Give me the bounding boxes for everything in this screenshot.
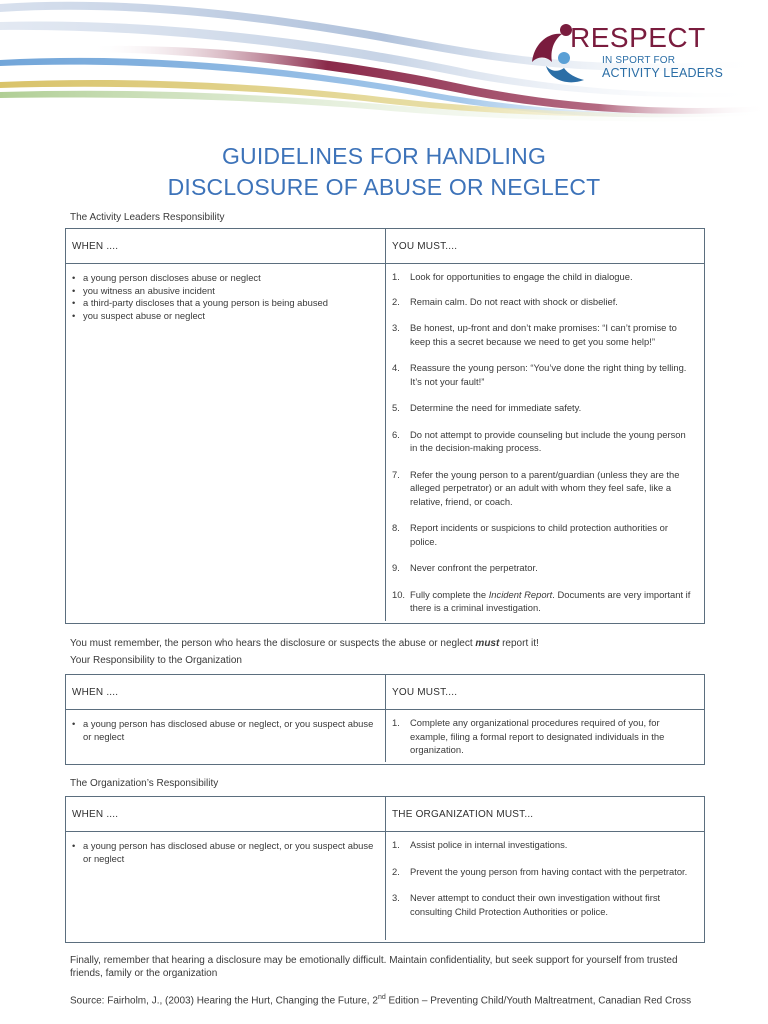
logo-title: RESPECT bbox=[570, 22, 706, 53]
section2-table bbox=[65, 674, 705, 765]
section2-when-header: WHEN .... bbox=[66, 675, 386, 709]
logo-subtitle-line2: ACTIVITY LEADERS bbox=[602, 66, 724, 80]
list-item: 4. Reassure the young person: “You’ve done the right thing by telling. It’s not your fault!” bbox=[392, 362, 687, 387]
list-item: 3. Never attempt to conduct their own investigation without first consulting Child Protection Authorities or police. bbox=[392, 892, 661, 917]
section3-body-row bbox=[66, 832, 704, 940]
section1-when-cell bbox=[66, 264, 386, 621]
section2-must-cell bbox=[386, 710, 704, 762]
section2-when-list bbox=[66, 710, 385, 743]
page-title-line1: GUIDELINES FOR HANDLING bbox=[221, 143, 547, 169]
remember-note: You must remember, the person who hears the disclosure or suspects the abuse or neglect must report it! bbox=[70, 638, 539, 649]
section3-header-row bbox=[66, 797, 704, 832]
list-item: 7. Refer the young person to a parent/guardian (unless they are the alleged perpetrator) or an adult with whom they feel safe, like a relative, friend, or coach. bbox=[392, 468, 680, 507]
header-banner bbox=[0, 0, 768, 130]
incident-report-emphasis: Incident Report bbox=[488, 588, 553, 600]
section2-label: Your Responsibility to the Organization bbox=[70, 655, 242, 666]
section1-table bbox=[65, 228, 705, 624]
source-citation: Source: Fairholm, J., (2003) Hearing the Hurt, Changing the Future, 2nd Edition – Preventing Child/Youth Maltreatment, Canadian Red Cross bbox=[70, 994, 692, 1007]
list-item: 1. Look for opportunities to engage the child in dialogue. bbox=[392, 271, 633, 282]
section3-must-cell bbox=[386, 832, 704, 940]
section2-must-list bbox=[386, 710, 704, 757]
section1-when-header: WHEN .... bbox=[66, 229, 386, 263]
list-item: 3. Be honest, up-front and don’t make promises: “I can’t promise to keep this a secret because we need to get you some help!” bbox=[392, 322, 677, 347]
section3-must-header: THE ORGANIZATION MUST... bbox=[392, 808, 534, 820]
section3-when-header: WHEN .... bbox=[66, 797, 386, 831]
list-item: 9. Never confront the perpetrator. bbox=[392, 562, 538, 573]
page-title-line2: DISCLOSURE OF ABUSE OR NEGLECT bbox=[167, 174, 601, 200]
list-item: • you witness an abusive incident bbox=[72, 285, 375, 298]
section2-body-row bbox=[66, 710, 704, 762]
section3-label: The Organization’s Responsibility bbox=[70, 778, 219, 789]
section1-must-cell bbox=[386, 264, 704, 621]
list-item: • a young person discloses abuse or neglect bbox=[72, 272, 375, 285]
list-item: 10. Fully complete the Incident Report. Documents are very important if there is a criminal investigation. bbox=[392, 588, 691, 613]
section1-when-list bbox=[66, 264, 385, 322]
list-item: • a young person has disclosed abuse or neglect, or you suspect abuse or neglect bbox=[72, 840, 375, 865]
section3-when-cell bbox=[66, 832, 386, 940]
list-item: 5. Determine the need for immediate safety. bbox=[392, 402, 582, 413]
section3-must-list bbox=[386, 832, 704, 918]
list-item: • a young person has disclosed abuse or neglect, or you suspect abuse or neglect bbox=[72, 718, 375, 743]
section3-table bbox=[65, 796, 705, 943]
list-item: 1. Assist police in internal investigations. bbox=[392, 839, 568, 850]
closing-paragraph: Finally, remember that hearing a disclosure may be emotionally difficult. Maintain confidentiality, but seek support for yourself from trusted friends, family or the organization bbox=[70, 955, 678, 979]
section1-must-list bbox=[386, 264, 704, 615]
section1-body-row bbox=[66, 264, 704, 621]
list-item: 2. Prevent the young person from having contact with the perpetrator. bbox=[392, 865, 688, 877]
logo-subtitle-line1: IN SPORT FOR bbox=[602, 55, 676, 66]
section3-when-list bbox=[66, 832, 385, 865]
section1-must-header: YOU MUST.... bbox=[392, 240, 458, 252]
respect-logo bbox=[524, 22, 724, 92]
list-item: 6. Do not attempt to provide counseling but include the young person in the decision-making process. bbox=[392, 428, 686, 453]
section2-when-cell bbox=[66, 710, 386, 762]
section2-must-header: YOU MUST.... bbox=[392, 686, 458, 698]
section1-label: The Activity Leaders Responsibility bbox=[70, 212, 225, 223]
list-item: • you suspect abuse or neglect bbox=[72, 310, 375, 323]
section2-header-row bbox=[66, 675, 704, 710]
section1-header-row bbox=[66, 229, 704, 264]
list-item: 1. Complete any organizational procedures required of you, for example, filing a formal report to designated individuals in the organization. bbox=[392, 717, 665, 755]
list-item: 2. Remain calm. Do not react with shock or disbelief. bbox=[392, 295, 618, 307]
list-item: • a third-party discloses that a young person is being abused bbox=[72, 297, 375, 310]
list-item: 8. Report incidents or suspicions to child protection authorities or police. bbox=[392, 522, 668, 547]
